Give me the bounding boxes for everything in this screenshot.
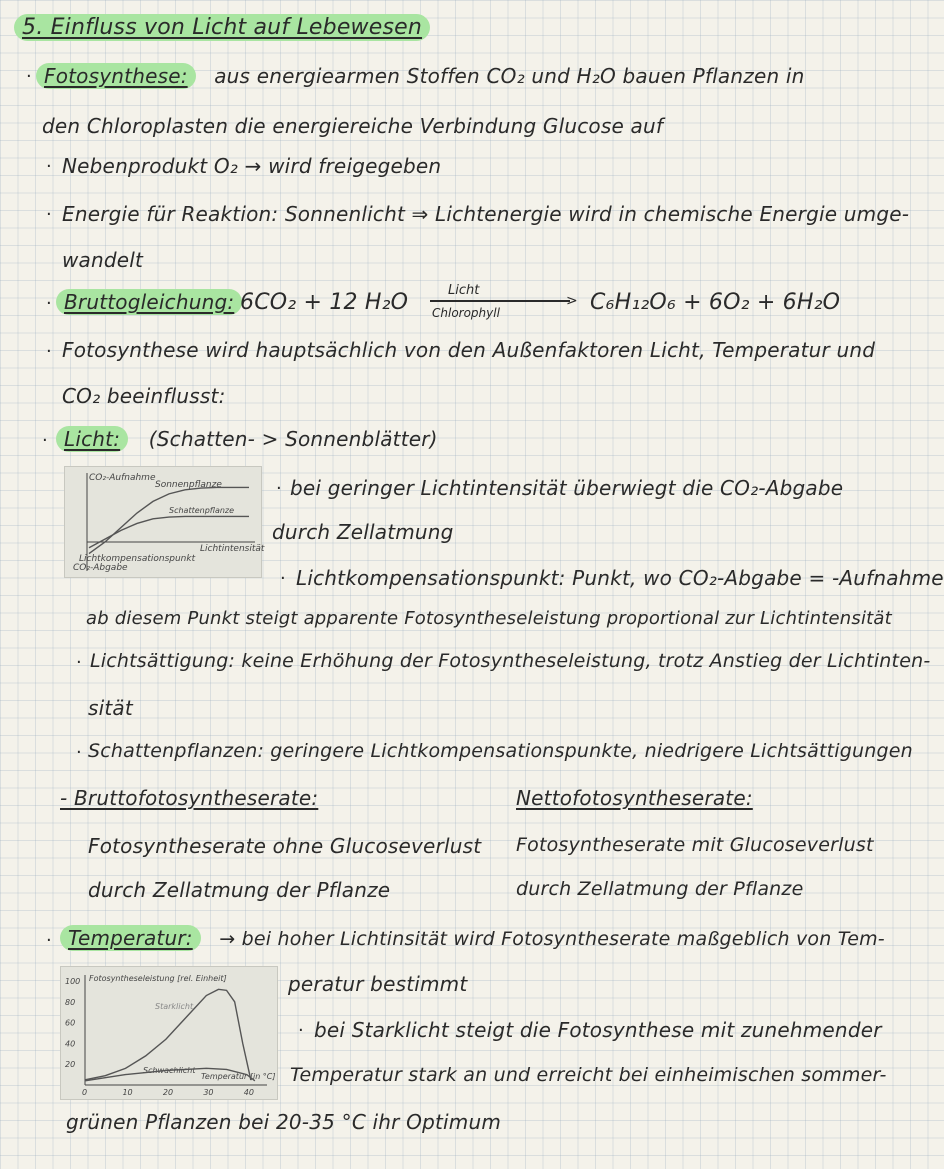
temp-chart-x-tick-3: 30 xyxy=(203,1088,214,1097)
licht-paren: (Schatten- > Sonnenblätter) xyxy=(148,427,438,451)
light-chart-annotation: Lichtkompensationspunkt xyxy=(79,554,196,564)
bullet: · xyxy=(76,652,82,673)
nettorate-line-2 xyxy=(516,878,803,900)
temp-chart-y-tick-2: 60 xyxy=(65,1018,76,1028)
light-chart-xlabel: Lichtintensität xyxy=(200,544,265,554)
licht-text-2 xyxy=(272,520,454,544)
fotosynthese-label: Fotosynthese: xyxy=(36,63,196,89)
licht-text-1-span: bei geringer Lichtintensität überwiegt die CO₂-Abgabe xyxy=(290,476,844,500)
temp-chart-ylabel: Fotosyntheseleistung [rel. Einheit] xyxy=(89,974,227,983)
bullet: · xyxy=(42,430,48,451)
licht-line xyxy=(56,427,438,451)
reaction-arrow xyxy=(430,300,570,302)
brutto-left-text: 6CO₂ + 12 H₂O xyxy=(240,290,409,315)
temperatur-label: Temperatur: xyxy=(60,925,201,951)
bullet: · xyxy=(46,293,52,314)
bruttogleichung-line xyxy=(56,290,242,314)
light-chart-svg xyxy=(65,467,265,577)
energie-text-1: Energie für Reaktion: Sonnenlicht ⇒ Lichtenergie wird in chemische Energie umge- xyxy=(62,202,910,226)
brutto-right-text: C₆H₁₂O₆ + 6O₂ + 6H₂O xyxy=(590,290,841,315)
bullet: · xyxy=(46,341,52,362)
temp-chart-y-tick-1: 80 xyxy=(65,997,76,1007)
aussenfaktoren-line-2 xyxy=(62,384,226,408)
bruttorate-text-2: durch Zellatmung der Pflanze xyxy=(88,878,391,902)
licht-text-1 xyxy=(290,476,843,500)
licht-text-6-span: sität xyxy=(88,696,133,720)
page-title-text: 5. Einfluss von Licht auf Lebewesen xyxy=(14,14,430,41)
bullet: · xyxy=(298,1020,304,1041)
licht-text-3 xyxy=(296,566,944,590)
fotosynthese-text-2: den Chloroplasten die energiereiche Verbindung Glucose auf xyxy=(42,114,664,138)
bullet: · xyxy=(46,156,52,177)
temperatur-text-4: Temperatur stark an und erreicht bei einheimischen sommer- xyxy=(290,1064,887,1086)
brutto-right xyxy=(590,290,840,315)
arrow-label-top: Licht xyxy=(448,283,480,298)
temperatur-line-4 xyxy=(290,1064,887,1086)
temperatur-line-1 xyxy=(60,926,885,950)
aussenfaktoren-line-1 xyxy=(62,338,875,362)
temp-chart-series-label-1: Schwachlicht xyxy=(143,1066,196,1075)
temperatur-line-2 xyxy=(288,972,467,996)
nettorate-text-2: durch Zellatmung der Pflanze xyxy=(516,878,804,900)
energie-line-1 xyxy=(62,202,909,226)
temperatur-line-5 xyxy=(66,1110,501,1134)
temp-chart-x-tick-2: 20 xyxy=(162,1088,174,1097)
nettorate-label: Nettofotosyntheserate: xyxy=(516,786,753,810)
brutto-left xyxy=(240,290,408,315)
temperature-chart xyxy=(60,966,278,1100)
temp-chart-y-tick-0: 100 xyxy=(65,977,81,986)
aussenfaktoren-text-2: CO₂ beeinflusst: xyxy=(62,384,226,408)
arrow-label-bottom: Chlorophyll xyxy=(432,306,500,320)
nettorate-text-1: Fotosyntheserate mit Glucoseverlust xyxy=(516,834,874,856)
nebenprodukt-text: Nebenprodukt O₂ → wird freigegeben xyxy=(62,154,442,178)
temp-chart-x-tick-4: 40 xyxy=(243,1088,254,1097)
bullet: · xyxy=(276,478,282,499)
licht-text-4-span: ab diesem Punkt steigt apparente Fotosyntheseleistung proportional zur Lichtintensität xyxy=(86,608,892,629)
fotosynthese-line-2 xyxy=(42,114,663,138)
temp-chart-xlabel: Temperatur [in °C] xyxy=(201,1072,276,1081)
aussenfaktoren-text-1: Fotosynthese wird hauptsächlich von den Außenfaktoren Licht, Temperatur und xyxy=(62,338,876,362)
temperatur-text-5: grünen Pflanzen bei 20-35 °C ihr Optimum xyxy=(66,1110,502,1134)
bullet: · xyxy=(46,204,52,225)
licht-text-7-span: Schattenpflanzen: geringere Lichtkompensationspunkte, niedrigere Lichtsättigungen xyxy=(88,740,913,762)
bruttorate-text-1: Fotosyntheserate ohne Glucoseverlust xyxy=(88,834,482,858)
nebenprodukt-line xyxy=(62,154,441,178)
licht-text-6 xyxy=(88,696,133,720)
temp-chart-series-label-0: Starklicht xyxy=(155,1002,194,1011)
bullet: · xyxy=(280,568,286,589)
licht-text-4 xyxy=(86,608,892,629)
temperatur-text-3: bei Starklicht steigt die Fotosynthese mit zunehmender xyxy=(314,1018,882,1042)
bruttorate-heading xyxy=(60,786,318,810)
licht-label: Licht: xyxy=(56,426,128,452)
temperature-chart-svg xyxy=(61,967,277,1099)
light-chart-series-label-0: Sonnenpflanze xyxy=(155,480,222,490)
licht-text-2-span: durch Zellatmung xyxy=(272,520,454,544)
bullet: · xyxy=(26,66,32,87)
bruttorate-line-2 xyxy=(88,878,390,902)
light-chart-ylabel-neg: CO₂-Abgabe xyxy=(73,563,128,573)
bullet: · xyxy=(46,930,52,951)
temp-chart-y-tick-3: 40 xyxy=(65,1039,76,1049)
nettorate-heading xyxy=(516,786,753,810)
bullet: · xyxy=(76,742,82,763)
arrow-head-icon: > xyxy=(566,293,578,309)
fotosynthese-line-1 xyxy=(36,64,805,88)
light-chart xyxy=(64,466,265,578)
page-title xyxy=(14,15,430,40)
licht-text-3-span: Lichtkompensationspunkt: Punkt, wo CO₂-Abgabe = -Aufnahme xyxy=(296,566,944,590)
light-chart-series-label-1: Schattenpflanze xyxy=(169,506,235,515)
temp-chart-x-tick-1: 10 xyxy=(122,1088,133,1097)
temperatur-text-2: peratur bestimmt xyxy=(288,972,468,996)
bruttorate-line-1 xyxy=(88,834,481,858)
licht-text-5 xyxy=(90,650,930,672)
light-chart-ylabel: CO₂-Aufnahme xyxy=(89,473,156,483)
bruttorate-label: - Bruttofotosyntheserate: xyxy=(60,786,319,810)
nettorate-line-1 xyxy=(516,834,874,856)
bruttogleichung-label: Bruttogleichung: xyxy=(56,289,242,315)
fotosynthese-text-1: aus energiearmen Stoffen CO₂ und H₂O bauen Pflanzen in xyxy=(214,64,805,88)
licht-text-5-span: Lichtsättigung: keine Erhöhung der Fotosyntheseleistung, trotz Anstieg der Lichtinten- xyxy=(90,650,931,672)
temperatur-text-1: → bei hoher Lichtinsität wird Fotosyntheserate maßgeblich von Tem- xyxy=(219,928,885,950)
temp-chart-y-tick-4: 20 xyxy=(65,1060,76,1070)
energie-text-2: wandelt xyxy=(62,248,144,272)
temperatur-line-3 xyxy=(314,1018,882,1042)
licht-text-7 xyxy=(88,740,913,762)
energie-line-2 xyxy=(62,248,143,272)
temp-chart-x-tick-0: 0 xyxy=(82,1088,88,1097)
